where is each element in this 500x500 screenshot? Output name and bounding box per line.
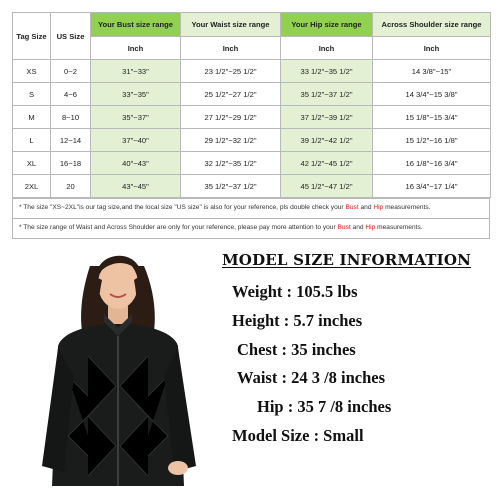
model-size: Model Size : Small	[232, 426, 364, 445]
table-cell: 15 1/2"~16 1/8"	[373, 129, 491, 152]
note-tag-size: * The size "XS~2XL"is our tag size,and the local size "US size" is also for your reference, pls double check your Bust and Hip measurements.	[13, 198, 489, 218]
table-cell: 0~2	[51, 60, 91, 83]
model-weight: Weight : 105.5 lbs	[232, 282, 358, 301]
unit-shoulder: Inch	[373, 37, 491, 60]
table-cell: XL	[13, 152, 51, 175]
size-table	[12, 12, 491, 198]
table-row	[13, 83, 491, 106]
model-info-title: MODEL SIZE INFORMATION	[222, 251, 472, 269]
table-cell: 29 1/2"~32 1/2"	[181, 129, 281, 152]
table-cell: 32 1/2"~35 1/2"	[181, 152, 281, 175]
table-cell: 43"~45"	[91, 175, 181, 198]
table-cell: 23 1/2"~25 1/2"	[181, 60, 281, 83]
table-cell: 37 1/2"~39 1/2"	[281, 106, 373, 129]
table-cell: 16~18	[51, 152, 91, 175]
table-cell: 14 3/8"~15"	[373, 60, 491, 83]
table-cell: 33 1/2"~35 1/2"	[281, 60, 373, 83]
table-cell: 16 3/4"~17 1/4"	[373, 175, 491, 198]
table-cell: M	[13, 106, 51, 129]
header-hip: Your Hip size range	[281, 13, 373, 37]
table-cell: 12~14	[51, 129, 91, 152]
table-cell: 42 1/2"~45 1/2"	[281, 152, 373, 175]
table-cell: 37"~40"	[91, 129, 181, 152]
table-cell: XS	[13, 60, 51, 83]
table-cell: 4~6	[51, 83, 91, 106]
unit-waist: Inch	[181, 37, 281, 60]
table-cell: 2XL	[13, 175, 51, 198]
table-cell: 16 1/8"~16 3/4"	[373, 152, 491, 175]
table-cell: 27 1/2"~29 1/2"	[181, 106, 281, 129]
header-bust: Your Bust size range	[91, 13, 181, 37]
model-photo	[28, 236, 208, 500]
header-waist: Your Waist size range	[181, 13, 281, 37]
table-cell: 14 3/4"~15 3/8"	[373, 83, 491, 106]
table-cell: 35 1/2"~37 1/2"	[181, 175, 281, 198]
model-hip: Hip : 35 7 /8 inches	[257, 397, 392, 416]
table-cell: 31"~33"	[91, 60, 181, 83]
table-header-row	[13, 13, 491, 37]
header-tag-size: Tag Size	[13, 13, 51, 60]
model-height: Height : 5.7 inches	[232, 311, 363, 330]
table-cell: 20	[51, 175, 91, 198]
table-cell: 33"~35"	[91, 83, 181, 106]
table-cell: 25 1/2"~27 1/2"	[181, 83, 281, 106]
table-row	[13, 152, 491, 175]
header-shoulder: Across Shoulder size range	[373, 13, 491, 37]
table-cell: L	[13, 129, 51, 152]
table-cell: 8~10	[51, 106, 91, 129]
table-row	[13, 60, 491, 83]
note-waist-shoulder: * The size range of Waist and Across Shoulder are only for your reference, please pay more attention to your Bust and Hip measurements.	[13, 218, 489, 238]
model-chest: Chest : 35 inches	[237, 340, 356, 359]
table-row	[13, 106, 491, 129]
table-cell: 35 1/2"~37 1/2"	[281, 83, 373, 106]
size-notes	[12, 198, 490, 239]
table-row	[13, 129, 491, 152]
table-cell: S	[13, 83, 51, 106]
table-row	[13, 175, 491, 198]
table-cell: 35"~37"	[91, 106, 181, 129]
table-cell: 15 1/8"~15 3/4"	[373, 106, 491, 129]
unit-bust: Inch	[91, 37, 181, 60]
table-cell: 39 1/2"~42 1/2"	[281, 129, 373, 152]
table-cell: 40"~43"	[91, 152, 181, 175]
table-cell: 45 1/2"~47 1/2"	[281, 175, 373, 198]
model-waist: Waist : 24 3 /8 inches	[237, 368, 386, 387]
header-us-size: US Size	[51, 13, 91, 60]
unit-hip: Inch	[281, 37, 373, 60]
size-chart	[12, 12, 490, 239]
